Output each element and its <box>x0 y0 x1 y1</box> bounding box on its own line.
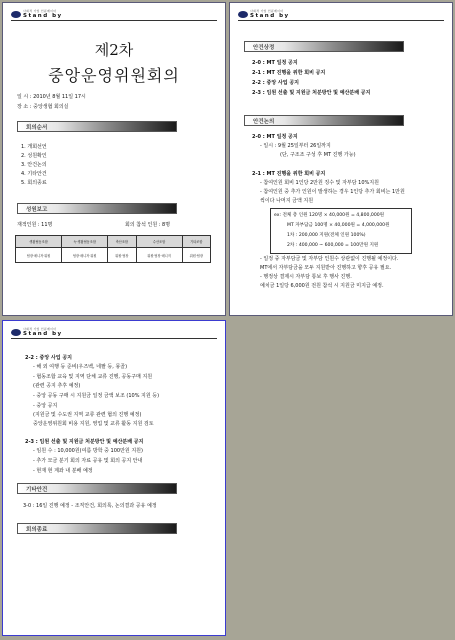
attendance-total: 재적인원 : 11명 <box>17 222 53 228</box>
meeting-session-title: 제2차 <box>94 41 134 59</box>
discussion-line: - 참여인원 중 추가 인원이 발생하는 경우 1인당 추가 회비는 1만원 <box>260 189 405 195</box>
box-line: 1차 : 200,000 지원(전체 인원 100%) <box>287 233 366 238</box>
meeting-place: 장 소 : 중앙생협 회의실 <box>17 104 69 110</box>
section-label: 안건상정 <box>253 45 275 51</box>
discussion-line: 중앙운영위원회 비용 지원, 영업 및 교류 활동 지원 검토 <box>33 421 154 427</box>
table-cell: 기타조합 <box>182 236 210 248</box>
discussion-line: - 일정 중 자부담금 및 자부담 인원수 상관없이 진행될 예정이다. <box>260 256 399 262</box>
list-item: 4. 기타안건 <box>21 171 47 177</box>
table-cell: 위원·팀장 <box>108 248 136 263</box>
meeting-title: 중앙운영위원회의 <box>48 66 180 85</box>
section-band-attendance <box>17 203 177 214</box>
section-band-proposals <box>244 41 404 52</box>
discussion-line: - 해 외 여행 등 준비(우즈벡, 네팔 등, 몽골) <box>33 364 128 370</box>
discussion-line: - 임원 수 : 10,000원(여름 방학 중 100만원 지원) <box>33 448 143 454</box>
list-item: 3. 안건논의 <box>21 162 47 168</box>
document-page-3 <box>2 320 226 636</box>
section-band-discussion <box>244 115 404 126</box>
fee-example-box <box>270 208 412 254</box>
table-row <box>16 236 211 248</box>
table-cell: 축산조합 <box>108 236 136 248</box>
discussion-line: - 행정상 결제시 자부담 통보 후 행사 진행. <box>260 274 352 280</box>
discussion-title: 2-0 : MT 일정 공지 <box>252 134 298 140</box>
section-label: 회의순서 <box>26 125 48 131</box>
discussion-line: (관련 공지 추후 예정) <box>33 383 81 389</box>
table-cell: 수산조합 <box>136 236 182 248</box>
box-line: 2차 : 400,000 ~ 600,000 = 100만원 지원 <box>287 243 379 248</box>
agenda-list <box>21 143 47 188</box>
discussion-line: (단, 구조조 구성 후 MT 진행 가능) <box>280 152 356 158</box>
discussion-title: 2-2 : 중앙 사업 공지 <box>25 355 72 361</box>
header-rule <box>11 338 217 339</box>
list-item: 5. 회의종료 <box>21 180 47 186</box>
discussion-title: 2-1 : MT 진행을 위한 회비 공지 <box>252 171 326 177</box>
table-cell: 위원·팀장 <box>182 248 210 263</box>
section-label: 성원보고 <box>26 207 48 213</box>
list-item: 1. 개회선언 <box>21 144 47 150</box>
document-page-2 <box>229 2 453 316</box>
discussion-line: (지원금 및 수도권 지역 교류 관련 협의 진행 예정) <box>33 412 142 418</box>
other-item: 3-0 : 16일 진행 예정 - 조직안건, 회의록, 논의결과 공유 예정 <box>23 503 157 509</box>
logo-brand: Stand by <box>23 331 63 337</box>
list-item: 2. 성원확인 <box>21 153 47 159</box>
header-rule <box>11 20 217 21</box>
section-band-closing <box>17 523 177 534</box>
attendance-table <box>15 235 211 263</box>
section-label: 회의종료 <box>26 527 48 533</box>
logo-tagline: 사회적 기업 인큐베이터 <box>23 9 57 13</box>
header-rule <box>238 20 444 21</box>
discussion-line: - 협동조합 교육 및 지역 단체 교류 진행, 공동구매 지원 <box>33 374 153 380</box>
discussion-line: 예치금 1일당 6,000원 전원 참석 시 지원금 미지급 예정. <box>260 283 384 289</box>
discussion-line: - 중앙 공지 <box>33 403 58 409</box>
logo-brand: Stand by <box>250 13 290 19</box>
table-cell: 팀장·매니저·위원 <box>16 248 62 263</box>
proposal-item: 2-0 : MT 일정 공지 <box>252 60 298 66</box>
table-cell: 위원·팀장·매니저 <box>136 248 182 263</box>
section-band-other <box>17 483 177 494</box>
proposal-item: 2-3 : 임원 선출 및 지원금 처분방안 및 예산분배 공지 <box>252 90 371 96</box>
table-row <box>16 248 211 263</box>
logo-tagline: 사회적 기업 인큐베이터 <box>23 327 57 331</box>
logo-mark-icon <box>11 11 21 18</box>
section-label: 기타안건 <box>26 487 48 493</box>
logo-tagline: 사회적 기업 인큐베이터 <box>250 9 284 13</box>
proposal-item: 2-2 : 중앙 사업 공지 <box>252 80 299 86</box>
discussion-line: - 중앙 공동 구매 시 지원금 일정 금액 보조 (10% 지원 등) <box>33 393 160 399</box>
table-cell: 생활협동조합 <box>16 236 62 248</box>
section-label: 안건논의 <box>253 119 275 125</box>
box-line: ex: 전체 총 인원 120명 × 40,000원 = 4,800,000원 <box>274 213 385 218</box>
document-page-1 <box>2 2 226 316</box>
logo-brand: Stand by <box>23 13 63 19</box>
discussion-line: - 일시 : 9월 25일부터 26일까지 <box>260 143 331 149</box>
logo-mark-icon <box>238 11 248 18</box>
table-cell: 녹·생활협동조합 <box>62 236 108 248</box>
discussion-line: - 현재 현 계좌 내 분배 예정 <box>33 468 93 474</box>
discussion-line: - 참여인원 회비 1인당 2만원 징수 및 자부담 10%지원 <box>260 180 379 186</box>
box-line: MT 자부담금 100명 × 40,000원 = 4,000,000원 <box>287 223 390 228</box>
discussion-title: 2-3 : 임원 선출 및 지원금 처분방안 및 예산분배 공지 <box>25 439 144 445</box>
section-band-agenda <box>17 121 177 132</box>
attendance-present: 회의 참석 인원 : 8명 <box>125 222 171 228</box>
discussion-line: - 추가 모금 분기 회의 자료 공유 및 회의 공지 안내 <box>33 458 143 464</box>
table-cell: 팀장·매니저·위원 <box>62 248 108 263</box>
proposal-item: 2-1 : MT 진행을 위한 회비 공지 <box>252 70 326 76</box>
meeting-date: 일 시 : 2010년 8월 11일 17시 <box>17 94 86 100</box>
logo-mark-icon <box>11 329 21 336</box>
discussion-line: 씩이다 나머지 금액 지원 <box>260 198 314 204</box>
discussion-line: MT에서 자부담금을 모두 지원받아 진행하고 향후 공유 필요. <box>260 265 392 271</box>
